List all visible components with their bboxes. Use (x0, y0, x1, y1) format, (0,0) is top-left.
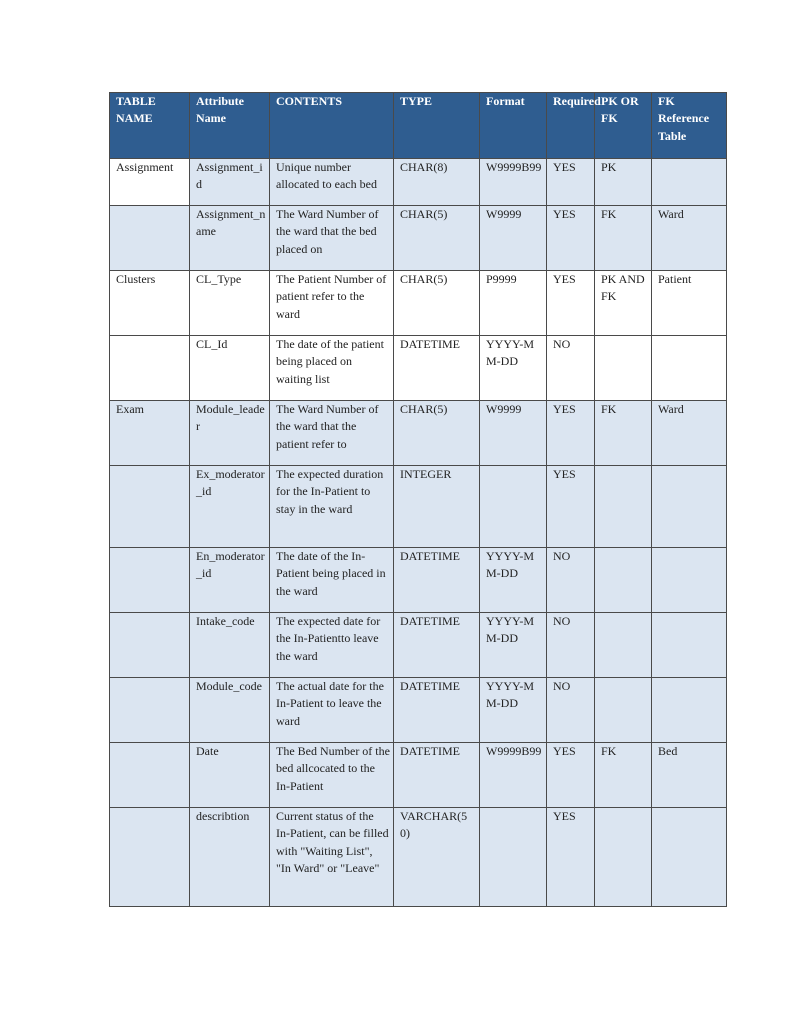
cell-pk-fk: PK (595, 159, 652, 206)
table-row (110, 206, 727, 271)
cell-attribute: Assignment_name (190, 206, 270, 271)
cell-type: DATETIME (394, 678, 480, 743)
cell-fk-ref (652, 678, 727, 743)
cell-required: YES (547, 466, 595, 548)
table-row (110, 613, 727, 678)
cell-attribute: Intake_code (190, 613, 270, 678)
cell-contents: The date of the patient being placed on waiting list (270, 336, 394, 401)
table-row (110, 401, 727, 466)
cell-attribute: describtion (190, 808, 270, 907)
cell-fk-ref: Bed (652, 743, 727, 808)
cell-contents: The expected date for the In-Patientto leave the ward (270, 613, 394, 678)
table-row (110, 466, 727, 548)
cell-pk-fk (595, 808, 652, 907)
cell-pk-fk (595, 548, 652, 613)
cell-required: YES (547, 206, 595, 271)
cell-format: W9999 (480, 206, 547, 271)
cell-format: W9999B99 (480, 743, 547, 808)
header-contents: CONTENTS (270, 93, 394, 159)
header-pk-or-fk: PK OR FK (595, 93, 652, 159)
cell-required: YES (547, 401, 595, 466)
cell-contents: The Ward Number of the ward that the patient refer to (270, 401, 394, 466)
cell-pk-fk: FK (595, 743, 652, 808)
cell-required: YES (547, 271, 595, 336)
cell-attribute: Ex_moderator_id (190, 466, 270, 548)
header-fk-reference-table: FK Reference Table (652, 93, 727, 159)
cell-attribute: CL_Type (190, 271, 270, 336)
cell-fk-ref (652, 159, 727, 206)
table-row (110, 548, 727, 613)
cell-pk-fk (595, 336, 652, 401)
cell-attribute: Module_leader (190, 401, 270, 466)
cell-contents: The Patient Number of patient refer to the ward (270, 271, 394, 336)
cell-attribute: Date (190, 743, 270, 808)
cell-format: W9999B99 (480, 159, 547, 206)
cell-required: YES (547, 743, 595, 808)
cell-table-name: Clusters (110, 271, 190, 336)
cell-required: NO (547, 678, 595, 743)
cell-contents: Unique number allocated to each bed (270, 159, 394, 206)
cell-required: YES (547, 808, 595, 907)
cell-format (480, 808, 547, 907)
cell-table-name (110, 336, 190, 401)
cell-attribute: Module_code (190, 678, 270, 743)
cell-type: DATETIME (394, 613, 480, 678)
cell-format: YYYY-MM-DD (480, 548, 547, 613)
header-type: TYPE (394, 93, 480, 159)
cell-type: CHAR(5) (394, 206, 480, 271)
cell-format (480, 466, 547, 548)
cell-table-name (110, 808, 190, 907)
cell-contents: The date of the In-Patient being placed in the ward (270, 548, 394, 613)
cell-contents: Current status of the In-Patient, can be filled with "Waiting List", "In Ward" or "Leave" (270, 808, 394, 907)
cell-table-name (110, 206, 190, 271)
data-dictionary-table (109, 92, 727, 907)
cell-contents: The expected duration for the In-Patient to stay in the ward (270, 466, 394, 548)
cell-table-name (110, 548, 190, 613)
cell-fk-ref (652, 548, 727, 613)
cell-table-name: Assignment (110, 159, 190, 206)
cell-type: DATETIME (394, 548, 480, 613)
table-row (110, 678, 727, 743)
cell-type: CHAR(5) (394, 401, 480, 466)
cell-format: YYYY-MM-DD (480, 336, 547, 401)
cell-table-name (110, 743, 190, 808)
cell-format: YYYY-MM-DD (480, 613, 547, 678)
cell-pk-fk: FK (595, 206, 652, 271)
cell-attribute: Assignment_id (190, 159, 270, 206)
cell-type: CHAR(8) (394, 159, 480, 206)
cell-fk-ref (652, 466, 727, 548)
cell-pk-fk (595, 613, 652, 678)
table-row (110, 808, 727, 907)
table-row (110, 743, 727, 808)
cell-fk-ref (652, 613, 727, 678)
cell-pk-fk (595, 466, 652, 548)
cell-format: W9999 (480, 401, 547, 466)
cell-table-name: Exam (110, 401, 190, 466)
header-attribute-name: Attribute Name (190, 93, 270, 159)
cell-contents: The Bed Number of the bed allcocated to the In-Patient (270, 743, 394, 808)
cell-required: NO (547, 548, 595, 613)
header-table-name: TABLE NAME (110, 93, 190, 159)
cell-type: INTEGER (394, 466, 480, 548)
cell-contents: The actual date for the In-Patient to leave the ward (270, 678, 394, 743)
cell-type: VARCHAR(50) (394, 808, 480, 907)
cell-type: DATETIME (394, 336, 480, 401)
cell-required: NO (547, 613, 595, 678)
cell-type: CHAR(5) (394, 271, 480, 336)
cell-pk-fk: FK (595, 401, 652, 466)
cell-fk-ref (652, 808, 727, 907)
cell-attribute: En_moderator_id (190, 548, 270, 613)
cell-table-name (110, 466, 190, 548)
table-row (110, 336, 727, 401)
cell-contents: The Ward Number of the ward that the bed placed on (270, 206, 394, 271)
cell-required: NO (547, 336, 595, 401)
header-row (110, 93, 727, 159)
cell-fk-ref (652, 336, 727, 401)
cell-fk-ref: Ward (652, 206, 727, 271)
cell-table-name (110, 678, 190, 743)
header-format: Format (480, 93, 547, 159)
header-required: Required (547, 93, 595, 159)
cell-format: YYYY-MM-DD (480, 678, 547, 743)
table-row (110, 271, 727, 336)
cell-fk-ref: Ward (652, 401, 727, 466)
cell-type: DATETIME (394, 743, 480, 808)
table-row (110, 159, 727, 206)
cell-table-name (110, 613, 190, 678)
cell-format: P9999 (480, 271, 547, 336)
cell-fk-ref: Patient (652, 271, 727, 336)
cell-pk-fk: PK AND FK (595, 271, 652, 336)
cell-attribute: CL_Id (190, 336, 270, 401)
cell-required: YES (547, 159, 595, 206)
cell-pk-fk (595, 678, 652, 743)
